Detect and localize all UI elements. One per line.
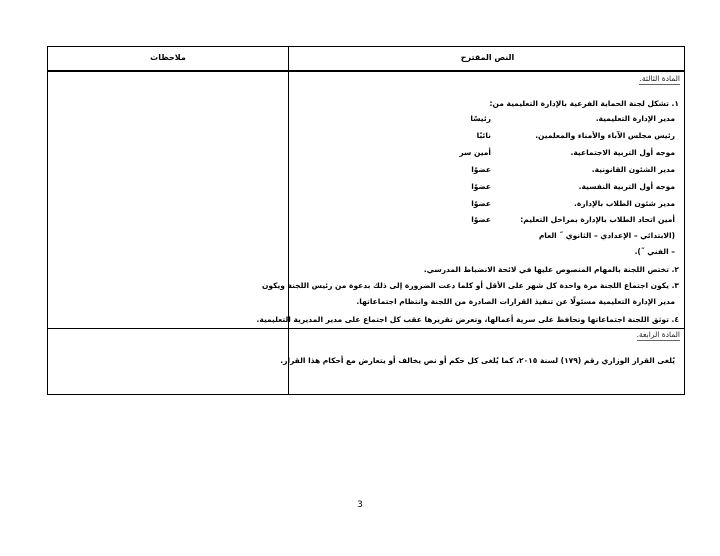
education-stages-line-1: (الابتدائي – الإعدادي – الثانوي ˝ العام — [538, 231, 675, 240]
member-4-role: عضوًا — [471, 165, 491, 174]
member-1-name: مدير الإدارة التعليمية. — [595, 114, 675, 123]
article-4-text: يُلغى القرار الوزاري رقم (١٧٩) لسنة ٢٠١٥، كما يُلغى كل حكم أو نص يخالف أو يتعارض مع أحكام هذا القرار. — [280, 356, 675, 365]
education-stages-line-2: – الفني ˝). — [634, 247, 675, 256]
table-header-row — [48, 47, 684, 72]
row-divider — [48, 328, 684, 329]
member-6-name: مدير شئون الطلاب بالإدارة. — [574, 199, 675, 208]
article-3-item-1: ١. تشكل لجنة الحماية الفرعية بالإدارة التعليمية من: — [489, 99, 679, 108]
article-4-label: المادة الرابعة. — [636, 330, 680, 339]
member-2-name: رئيس مجلس الآباء والأمناء والمعلمين. — [535, 131, 675, 140]
member-5-role: عضوًا — [471, 182, 491, 191]
member-5-name: موجه أول التربية النفسية. — [578, 182, 675, 191]
article-3-item-2: ٢. تختص اللجنة بالمهام المنصوص عليها في لائحة الانضباط المدرسي. — [423, 265, 679, 274]
member-7-name: أمين اتحاد الطلاب بالإدارة بمراحل التعليم: — [520, 215, 675, 224]
column-divider — [288, 47, 289, 394]
document-table — [47, 46, 685, 395]
member-6-role: عضوًا — [471, 199, 491, 208]
page-number: 3 — [357, 500, 363, 510]
member-2-role: نائبًا — [476, 131, 491, 140]
article-3-label: المادة الثالثة. — [639, 74, 680, 83]
article-3-item-3-line-1: ٣. يكون اجتماع اللجنة مرة واحدة كل شهر على الأقل أو كلما دعت الضرورة إلى ذلك بدعوة من رئيس اللجنة ويكون — [262, 281, 679, 290]
member-3-role: أمين سر — [459, 148, 491, 157]
article-3-item-4: ٤. توثق اللجنة اجتماعاتها وتحافظ على سرية أعمالها، وتعرض تقريرها عقب كل اجتماع على مدير المديرية التعليمية. — [256, 315, 679, 324]
member-3-name: موجه أول التربية الاجتماعية. — [570, 148, 675, 157]
proposed-text-column-header: النص المقترح — [460, 53, 515, 62]
article-3-item-3-line-2: مدير الإدارة التعليمية مسئولًا عن تنفيذ القرارات الصادرة من اللجنة وانتظام اجتماعاتها. — [356, 297, 675, 306]
member-4-name: مدير الشئون القانونية. — [591, 165, 675, 174]
notes-column-header: ملاحظات — [150, 53, 186, 62]
member-7-role: عضوًا — [471, 215, 491, 224]
member-1-role: رئيسًا — [470, 114, 491, 123]
